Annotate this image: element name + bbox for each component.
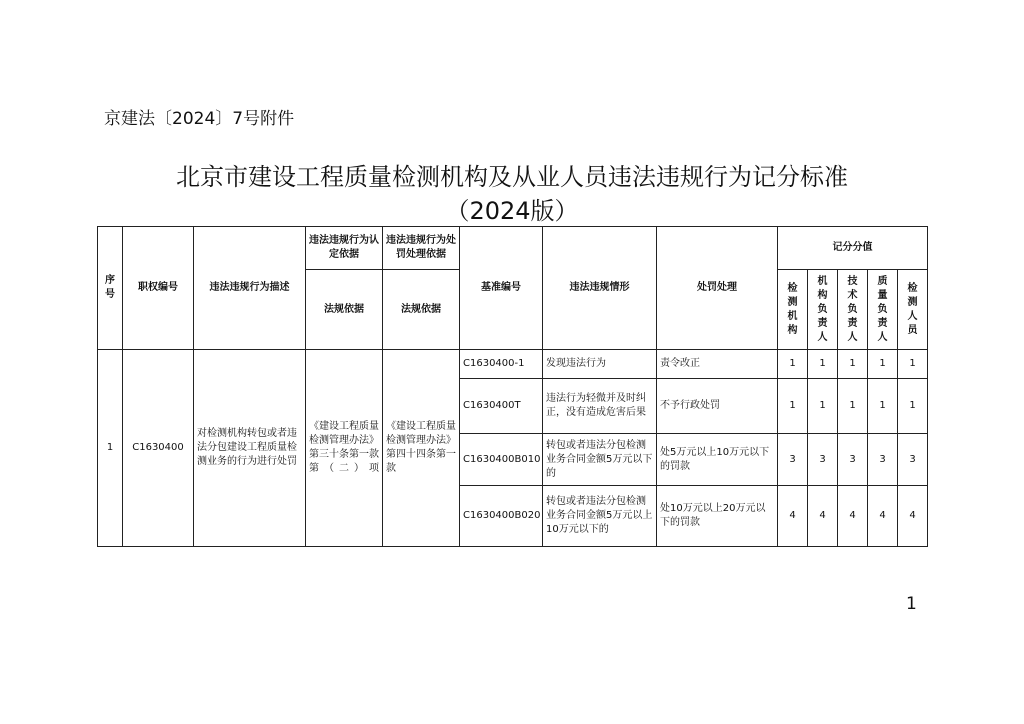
cell-score: 4 <box>838 486 868 547</box>
title-line-2: （2024版） <box>445 197 579 225</box>
page-number: 1 <box>906 594 917 614</box>
cell-score: 4 <box>868 486 898 547</box>
header-score-inspector: 检 测 人 员 <box>898 270 928 350</box>
cell-score: 1 <box>808 379 838 434</box>
header-power-code: 职权编号 <box>123 227 194 350</box>
cell-score: 1 <box>868 379 898 434</box>
cell-score: 1 <box>778 350 808 379</box>
cell-std-code: C1630400T <box>460 379 543 434</box>
cell-description: 对检测机构转包或者违法分包建设工程质量检测业务的行为进行处罚 <box>194 350 306 547</box>
cell-score: 3 <box>868 434 898 486</box>
cell-circumstance: 转包或者违法分包检测业务合同金额5万元以下的 <box>543 434 657 486</box>
cell-score: 3 <box>898 434 928 486</box>
cell-score: 4 <box>778 486 808 547</box>
header-basis-identify: 违法违规行为认定依据 <box>306 227 383 270</box>
document-title <box>0 160 1024 228</box>
header-score-org: 检 测 机 构 <box>778 270 808 350</box>
table-row <box>98 350 928 379</box>
header-score-org-head: 机 构 负 责 人 <box>808 270 838 350</box>
cell-power-code: C1630400 <box>123 350 194 547</box>
header-row-1 <box>98 227 928 270</box>
header-seq: 序号 <box>98 227 123 350</box>
cell-score: 3 <box>808 434 838 486</box>
header-score-quality-head: 质 量 负 责 人 <box>868 270 898 350</box>
header-basis-penalty: 违法违规行为处罚处理依据 <box>383 227 460 270</box>
cell-law-identify: 《建设工程质量检测管理办法》第三十条第一款第（二）项 <box>306 350 383 547</box>
cell-circumstance: 转包或者违法分包检测业务合同金额5万元以上10万元以下的 <box>543 486 657 547</box>
cell-score: 1 <box>808 350 838 379</box>
cell-score: 4 <box>808 486 838 547</box>
cell-score: 1 <box>868 350 898 379</box>
document-reference: 京建法〔2024〕7号附件 <box>104 109 295 129</box>
header-law-basis-1: 法规依据 <box>306 270 383 350</box>
header-handling: 处罚处理 <box>657 227 778 350</box>
cell-std-code: C1630400B020 <box>460 486 543 547</box>
cell-score: 1 <box>778 379 808 434</box>
cell-score: 1 <box>898 350 928 379</box>
cell-handling: 处5万元以上10万元以下的罚款 <box>657 434 778 486</box>
cell-score: 3 <box>778 434 808 486</box>
header-score-tech-head: 技 术 负 责 人 <box>838 270 868 350</box>
scoring-standard-table <box>97 226 928 547</box>
cell-handling: 处10万元以上20万元以下的罚款 <box>657 486 778 547</box>
cell-std-code: C1630400B010 <box>460 434 543 486</box>
header-score-group: 记分分值 <box>778 227 928 270</box>
cell-handling: 不予行政处罚 <box>657 379 778 434</box>
header-circumstance: 违法违规情形 <box>543 227 657 350</box>
cell-seq: 1 <box>98 350 123 547</box>
header-description: 违法违规行为描述 <box>194 227 306 350</box>
header-law-basis-2: 法规依据 <box>383 270 460 350</box>
cell-handling: 责令改正 <box>657 350 778 379</box>
header-std-code: 基准编号 <box>460 227 543 350</box>
title-line-1: 北京市建设工程质量检测机构及从业人员违法违规行为记分标准 <box>176 163 848 191</box>
cell-score: 1 <box>838 379 868 434</box>
cell-score: 1 <box>898 379 928 434</box>
cell-score: 1 <box>838 350 868 379</box>
cell-score: 3 <box>838 434 868 486</box>
cell-std-code: C1630400-1 <box>460 350 543 379</box>
cell-score: 4 <box>898 486 928 547</box>
cell-circumstance: 违法行为轻微并及时纠正，没有造成危害后果 <box>543 379 657 434</box>
cell-law-penalty: 《建设工程质量检测管理办法》第四十四条第一款 <box>383 350 460 547</box>
cell-circumstance: 发现违法行为 <box>543 350 657 379</box>
